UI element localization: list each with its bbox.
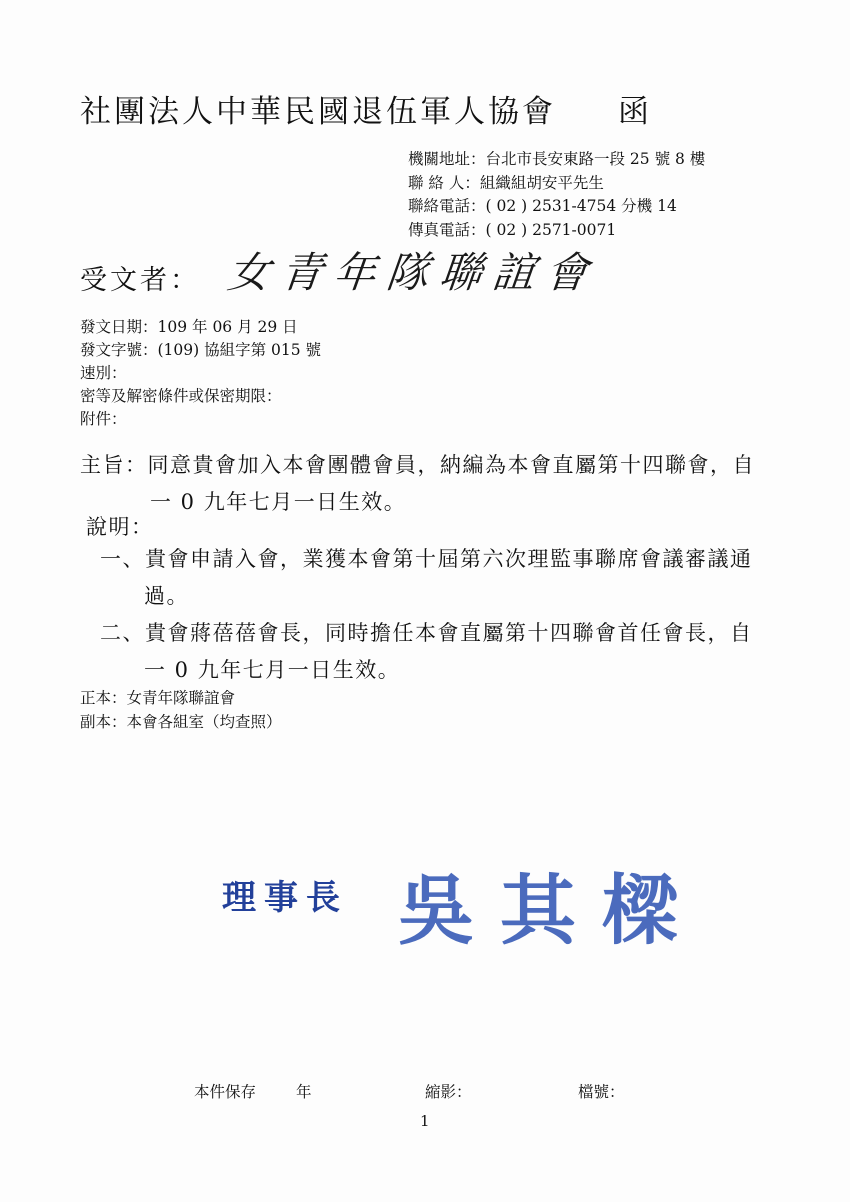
phone-line: 聯絡電話：( 02 ) 2531-4754 分機 14 [408, 197, 677, 215]
explanation-item-1-line-1: 一、貴會申請入會，業獲本會第十屆第六次理監事聯席會議審議通 [100, 547, 753, 571]
copies-block [80, 686, 282, 734]
chairman-title-stamp: 理事長 [222, 878, 348, 918]
explanation-item-1-line-2: 過。 [144, 584, 189, 608]
footer-preserve: 本件保存 [194, 1083, 257, 1101]
document-type: 函 [618, 94, 652, 130]
subject-block [80, 447, 755, 521]
footer-file-number: 檔號： [578, 1083, 625, 1101]
original-recipient: 正本：女青年隊聯誼會 [80, 689, 236, 707]
fax-line: 傳真電話：( 02 ) 2571-0071 [408, 220, 617, 239]
subject-line-1: 主旨：同意貴會加入本會團體會員，納編為本會直屬第十四聯會，自 [80, 453, 755, 477]
meta-block [80, 316, 321, 431]
address-line: 機關地址：台北市長安東路一段 25 號 8 樓 [408, 150, 706, 168]
document-number: 發文字號：(109) 協組字第 015 號 [80, 341, 322, 359]
document-title [80, 86, 652, 131]
footer-year: 年 [296, 1083, 312, 1101]
recipient-label: 受文者： [80, 265, 200, 296]
subject-line-2: 一 0 九年七月一日生效。 [150, 490, 407, 514]
attachment-field: 附件： [80, 410, 127, 428]
explanation-item-2-line-1: 二、貴會蔣蓓蓓會長，同時擔任本會直屬第十四聯會首任會長，自 [100, 621, 753, 645]
recipient-handwritten-name: 女青年隊聯誼會 [225, 248, 602, 297]
contact-block [408, 148, 705, 242]
explanation-label: 說明： [86, 515, 154, 539]
speed-field: 速別： [80, 364, 127, 382]
page-number: 1 [420, 1112, 430, 1130]
contact-person-line: 聯 絡 人：組織組胡安平先生 [408, 173, 604, 192]
chairman-name-seal: 吳其樑 [398, 866, 704, 955]
organization-name: 社團法人中華民國退伍軍人協會 [80, 94, 556, 130]
explanation-items [100, 541, 753, 689]
secrecy-field: 密等及解密條件或保密期限： [80, 387, 282, 405]
duplicate-recipient: 副本：本會各組室（均查照） [80, 713, 282, 731]
explanation-item-2-line-2: 一 0 九年七月一日生效。 [144, 658, 401, 682]
footer-microfilm: 縮影： [425, 1083, 472, 1101]
issue-date: 發文日期：109 年 06 月 29 日 [80, 318, 298, 336]
